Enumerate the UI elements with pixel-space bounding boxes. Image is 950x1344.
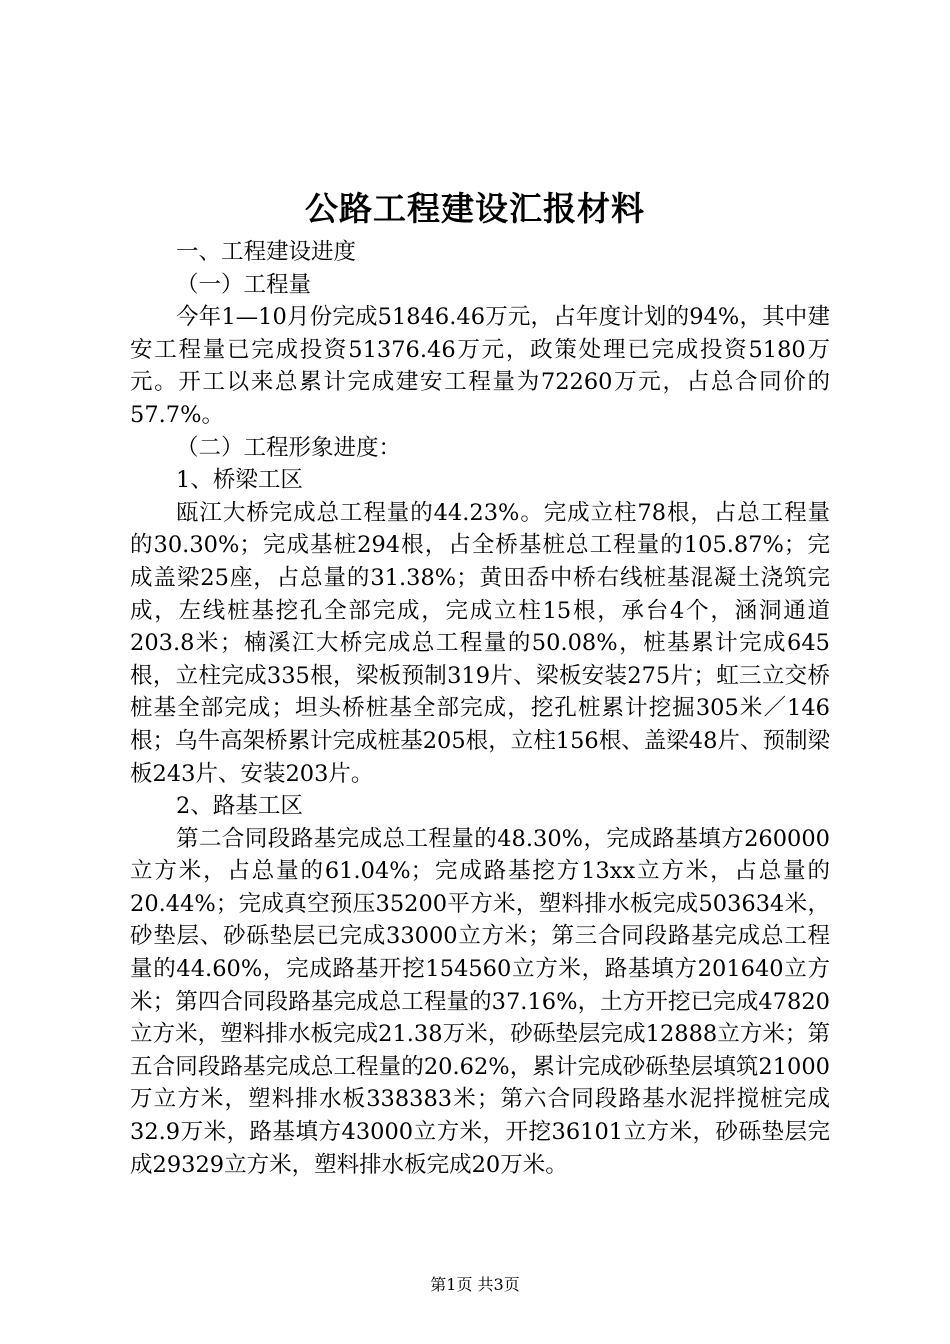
- heading-roadbed-zone: 2、路基工区: [176, 793, 303, 820]
- section-heading-1: 一、工程建设进度: [176, 239, 357, 265]
- page-footer: 第1页 共3页: [430, 1275, 520, 1294]
- subsection-heading-quantity: （一）工程量: [176, 271, 312, 298]
- heading-bridge-zone: 1、桥梁工区: [176, 467, 303, 494]
- paragraph-quantity: 今年1—10月份完成51846.46万元，占年度计划的94%，其中建安工程量已完成投资51376.46万元，政策处理已完成投资5180万元。开工以来总累计完成建安工程量为72260万元，占总合同价的57.7%。: [130, 304, 830, 428]
- document-title: 公路工程建设汇报材料: [305, 189, 645, 228]
- document-body: [130, 236, 830, 1181]
- paragraph-bridge-zone: 瓯江大桥完成总工程量的44.23%。完成立柱78根，占总工程量的30.30%；完成基桩294根，占全桥基桩总工程量的105.87%；完成盖梁25座，占总量的31.38%；黄田岙中桥右线桩基混凝土浇筑完成，左线桩基挖孔全部完成，完成立柱15根，承台4个，涵洞通道203.8米；楠溪江大桥完成总工程量的50.08%，桩基累计完成645根，立柱完成335根，梁板预制319片、梁板安装275片；虹三立交桥桩基全部完成；坦头桥桩基全部完成，挖孔桩累计挖掘305米／146根；乌牛高架桥累计完成桩基205根，立柱156根、盖梁48片、预制梁板243片、安装203片。: [130, 499, 830, 787]
- subsection-heading-progress: （二）工程形象进度：: [176, 434, 402, 461]
- paragraph-roadbed-zone: 第二合同段路基完成总工程量的48.30%，完成路基填方260000立方米，占总量的61.04%；完成路基挖方13xx立方米，占总量的20.44%；完成真空预压35200平方米，塑料排水板完成503634米，砂垫层、砂砾垫层已完成33000立方米；第三合同段路基完成总工程量的44.60%，完成路基开挖154560立方米，路基填方201640立方米；第四合同段路基完成总工程量的37.16%，土方开挖已完成47820立方米，塑料排水板完成21.38万米，砂砾垫层完成12888立方米；第五合同段路基完成总工程量的20.62%，累计完成砂砾垫层填筑21000万立方米，塑料排水板338383米；第六合同段路基水泥拌搅桩完成32.9万米，路基填方43000立方米，开挖36101立方米，砂砾垫层完成29329立方米，塑料排水板完成20万米。: [130, 825, 830, 1178]
